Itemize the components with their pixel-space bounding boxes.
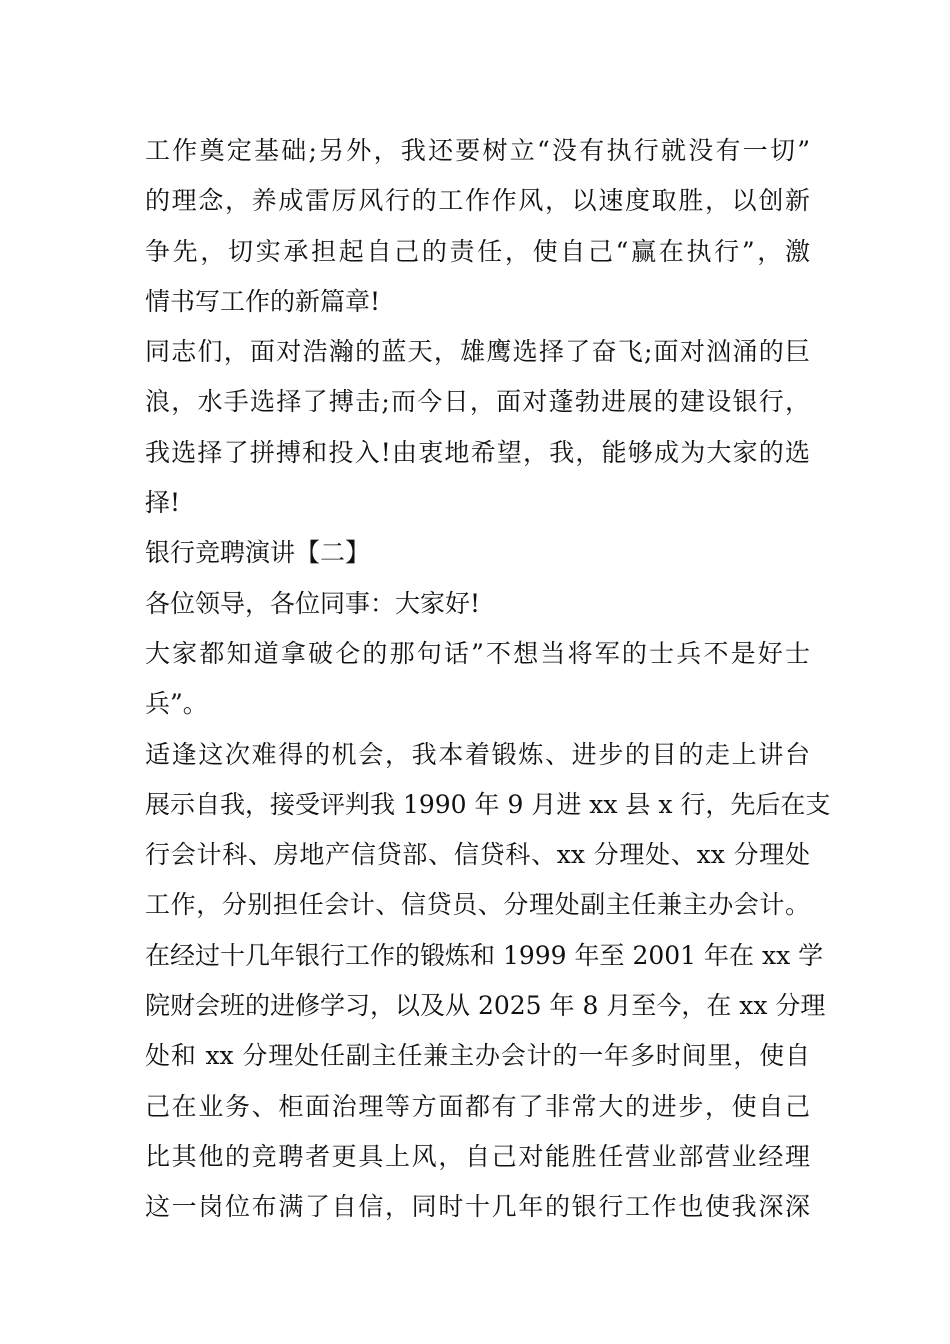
paragraph-line: 情书写工作的新篇章! [145, 286, 381, 316]
document-body [145, 126, 831, 1233]
paragraph-line: 这一岗位布满了自信，同时十几年的银行工作也使我深深 [145, 1192, 810, 1222]
paragraph-line: 浪，水手选择了搏击;而今日，面对蓬勃进展的建设银行， [145, 387, 810, 417]
paragraph-line: 兵”。 [145, 689, 208, 719]
paragraph-line: 处和 xx 分理处任副主任兼主办会计的一年多时间里，使自 [145, 1041, 810, 1071]
paragraph-line: 工作奠定基础;另外，我还要树立“没有执行就没有一切” [145, 136, 810, 165]
paragraph-line: 适逢这次难得的机会，我本着锻炼、进步的目的走上讲台 [145, 739, 810, 769]
paragraph-line: 己在业务、柜面治理等方面都有了非常大的进步，使自己 [145, 1091, 810, 1121]
paragraph-line: 比其他的竞聘者更具上风，自己对能胜任营业部营业经理 [145, 1141, 810, 1171]
paragraph-line: 的理念，养成雷厉风行的工作作风，以速度取胜，以创新 [145, 186, 810, 216]
paragraph-line: 大家都知道拿破仑的那句话”不想当将军的士兵不是好士 [145, 638, 810, 668]
paragraph-line: 工作，分别担任会计、信贷员、分理处副主任兼主办会计。 [145, 890, 810, 920]
paragraph-line: 我选择了拼搏和投入!由衷地希望，我，能够成为大家的选 [145, 437, 810, 467]
paragraph-line: 同志们，面对浩瀚的蓝天，雄鹰选择了奋飞;面对汹涌的巨 [145, 337, 810, 367]
paragraph-line: 行会计科、房地产信贷部、信贷科、xx 分理处、xx 分理处 [145, 840, 810, 870]
paragraph-line: 院财会班的进修学习，以及从 2025 年 8 月至今，在 xx 分理 [145, 991, 826, 1021]
paragraph-line: 展示自我，接受评判我 1990 年 9 月进 xx 县 x 行，先后在支 [145, 789, 831, 819]
paragraph-line: 争先，切实承担起自己的责任，使自己“赢在执行”，激 [145, 236, 810, 266]
paragraph-line: 在经过十几年银行工作的锻炼和 1999 年至 2001 年在 xx 学 [145, 940, 824, 970]
salutation: 各位领导，各位同事：大家好! [145, 588, 481, 618]
section-heading: 银行竞聘演讲【二】 [145, 538, 371, 568]
paragraph-line: 择! [145, 488, 181, 518]
